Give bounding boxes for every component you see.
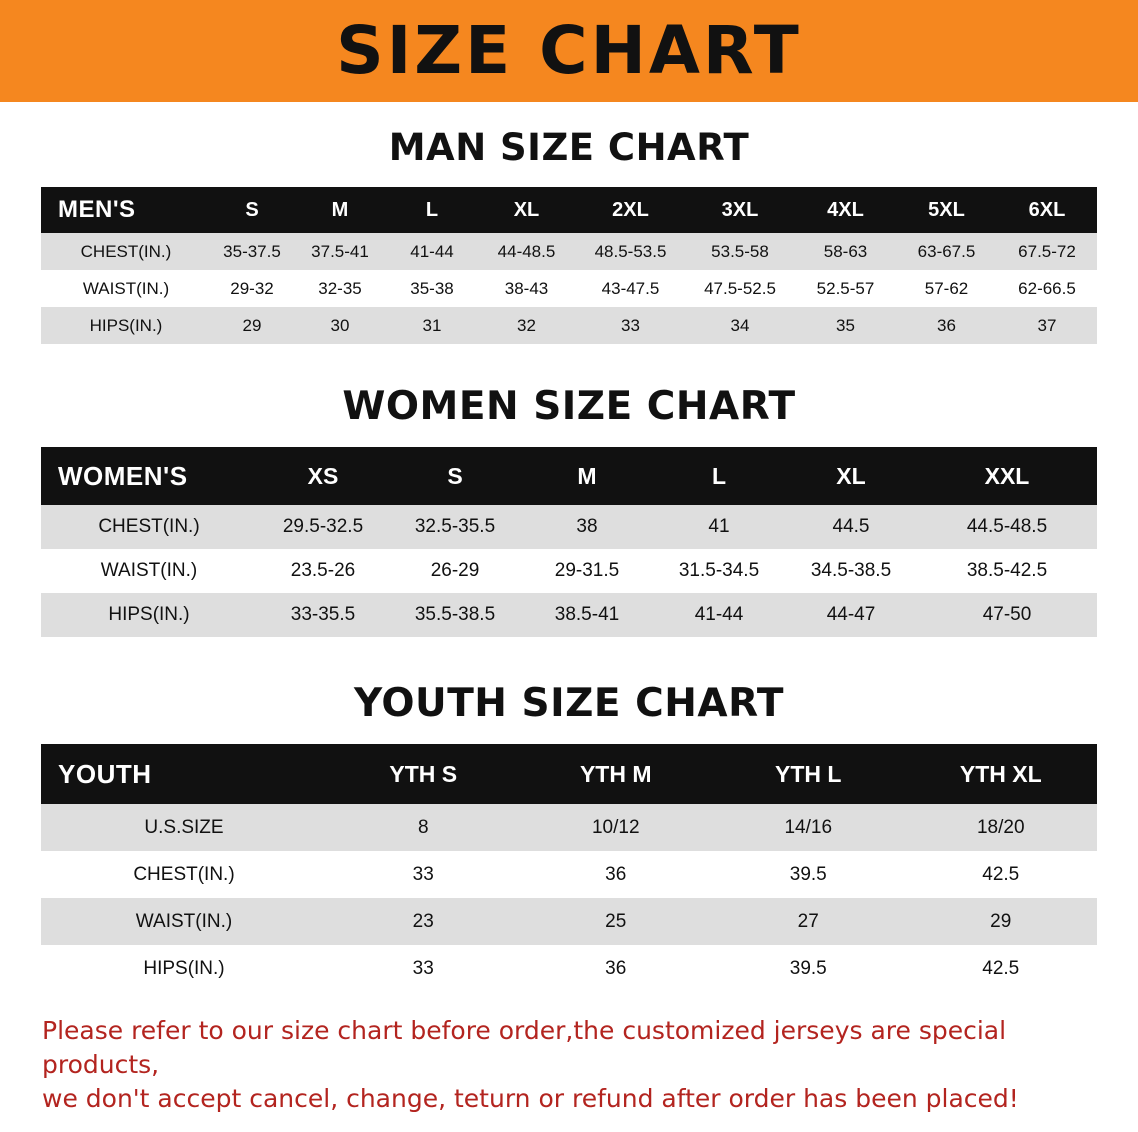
men-hips-m: 30: [293, 307, 387, 344]
men-hips-s: 29: [211, 307, 293, 344]
men-header-6xl: 6XL: [997, 187, 1097, 233]
men-row-label-chest: CHEST(IN.): [41, 233, 211, 270]
men-row-label-hips: HIPS(IN.): [41, 307, 211, 344]
youth-ussize-s: 8: [327, 804, 520, 851]
table-row: [41, 549, 1097, 593]
men-hips-3xl: 34: [685, 307, 795, 344]
men-header-5xl: 5XL: [896, 187, 997, 233]
men-chest-3xl: 53.5-58: [685, 233, 795, 270]
youth-hips-m: 36: [520, 945, 713, 992]
women-header-xs: XS: [257, 447, 389, 505]
table-row: [41, 233, 1097, 270]
women-row-label-waist: WAIST(IN.): [41, 549, 257, 593]
men-waist-s: 29-32: [211, 270, 293, 307]
women-chest-m: 38: [521, 505, 653, 549]
disclaimer-line-1: Please refer to our size chart before order,the customized jerseys are special products,: [42, 1016, 1007, 1079]
men-header-s: S: [211, 187, 293, 233]
table-row: [41, 804, 1097, 851]
youth-hips-xl: 42.5: [905, 945, 1098, 992]
women-hips-xs: 33-35.5: [257, 593, 389, 637]
women-header-xl: XL: [785, 447, 917, 505]
men-header-4xl: 4XL: [795, 187, 896, 233]
women-hips-xl: 44-47: [785, 593, 917, 637]
youth-hips-s: 33: [327, 945, 520, 992]
youth-table-wrap: [41, 744, 1097, 992]
youth-waist-l: 27: [712, 898, 905, 945]
women-row-label-hips: HIPS(IN.): [41, 593, 257, 637]
women-hips-xxl: 47-50: [917, 593, 1097, 637]
women-waist-xl: 34.5-38.5: [785, 549, 917, 593]
table-header-row: [41, 744, 1097, 804]
women-chest-xl: 44.5: [785, 505, 917, 549]
men-header-l: L: [387, 187, 477, 233]
youth-ussize-l: 14/16: [712, 804, 905, 851]
men-header-m: M: [293, 187, 387, 233]
table-header-row: [41, 187, 1097, 233]
women-section-title: WOMEN SIZE CHART: [342, 384, 796, 429]
men-hips-6xl: 37: [997, 307, 1097, 344]
table-row: [41, 898, 1097, 945]
women-chest-l: 41: [653, 505, 785, 549]
men-hips-5xl: 36: [896, 307, 997, 344]
men-waist-5xl: 57-62: [896, 270, 997, 307]
youth-row-label-chest: CHEST(IN.): [41, 851, 327, 898]
women-table-wrap: [41, 447, 1097, 637]
men-waist-3xl: 47.5-52.5: [685, 270, 795, 307]
youth-chest-s: 33: [327, 851, 520, 898]
youth-waist-s: 23: [327, 898, 520, 945]
men-chest-5xl: 63-67.5: [896, 233, 997, 270]
men-header-2xl: 2XL: [576, 187, 685, 233]
youth-row-label-hips: HIPS(IN.): [41, 945, 327, 992]
women-waist-l: 31.5-34.5: [653, 549, 785, 593]
women-waist-s: 26-29: [389, 549, 521, 593]
men-waist-m: 32-35: [293, 270, 387, 307]
youth-header-yth-s: YTH S: [327, 744, 520, 804]
men-chest-l: 41-44: [387, 233, 477, 270]
table-row: [41, 851, 1097, 898]
youth-header-yth-m: YTH M: [520, 744, 713, 804]
women-waist-m: 29-31.5: [521, 549, 653, 593]
women-hips-m: 38.5-41: [521, 593, 653, 637]
women-waist-xxl: 38.5-42.5: [917, 549, 1097, 593]
women-hips-s: 35.5-38.5: [389, 593, 521, 637]
men-chest-6xl: 67.5-72: [997, 233, 1097, 270]
women-chest-xxl: 44.5-48.5: [917, 505, 1097, 549]
women-waist-xs: 23.5-26: [257, 549, 389, 593]
women-header-l: L: [653, 447, 785, 505]
disclaimer-line-2: we don't accept cancel, change, teturn or refund after order has been placed!: [42, 1083, 1019, 1113]
table-row: [41, 505, 1097, 549]
table-header-row: [41, 447, 1097, 505]
youth-chest-m: 36: [520, 851, 713, 898]
men-size-table: [41, 187, 1097, 344]
table-row: [41, 270, 1097, 307]
men-chest-s: 35-37.5: [211, 233, 293, 270]
youth-row-label-waist: WAIST(IN.): [41, 898, 327, 945]
men-waist-6xl: 62-66.5: [997, 270, 1097, 307]
women-chest-xs: 29.5-32.5: [257, 505, 389, 549]
youth-ussize-xl: 18/20: [905, 804, 1098, 851]
women-header-xxl: XXL: [917, 447, 1097, 505]
men-row-label-waist: WAIST(IN.): [41, 270, 211, 307]
men-header-label: MEN'S: [41, 187, 211, 233]
men-hips-l: 31: [387, 307, 477, 344]
youth-row-label-us-size: U.S.SIZE: [41, 804, 327, 851]
men-waist-4xl: 52.5-57: [795, 270, 896, 307]
men-chest-4xl: 58-63: [795, 233, 896, 270]
disclaimer-note: [42, 1014, 1096, 1115]
youth-size-table: [41, 744, 1097, 992]
banner: [0, 0, 1138, 102]
youth-ussize-m: 10/12: [520, 804, 713, 851]
page-title: SIZE CHART: [336, 12, 802, 89]
men-chest-m: 37.5-41: [293, 233, 387, 270]
men-chest-xl: 44-48.5: [477, 233, 576, 270]
youth-chest-l: 39.5: [712, 851, 905, 898]
women-header-label: WOMEN'S: [41, 447, 257, 505]
youth-chest-xl: 42.5: [905, 851, 1098, 898]
table-row: [41, 307, 1097, 344]
man-section-title: MAN SIZE CHART: [388, 126, 750, 169]
men-header-3xl: 3XL: [685, 187, 795, 233]
men-hips-4xl: 35: [795, 307, 896, 344]
table-row: [41, 593, 1097, 637]
youth-waist-xl: 29: [905, 898, 1098, 945]
women-header-s: S: [389, 447, 521, 505]
women-chest-s: 32.5-35.5: [389, 505, 521, 549]
men-chest-2xl: 48.5-53.5: [576, 233, 685, 270]
youth-waist-m: 25: [520, 898, 713, 945]
youth-hips-l: 39.5: [712, 945, 905, 992]
youth-section-title: YOUTH SIZE CHART: [354, 681, 784, 726]
men-waist-2xl: 43-47.5: [576, 270, 685, 307]
youth-header-label: YOUTH: [41, 744, 327, 804]
table-row: [41, 945, 1097, 992]
women-hips-l: 41-44: [653, 593, 785, 637]
man-table-wrap: [41, 187, 1097, 344]
youth-header-yth-l: YTH L: [712, 744, 905, 804]
women-size-table: [41, 447, 1097, 637]
men-hips-2xl: 33: [576, 307, 685, 344]
men-header-xl: XL: [477, 187, 576, 233]
youth-header-yth-xl: YTH XL: [905, 744, 1098, 804]
men-waist-l: 35-38: [387, 270, 477, 307]
women-row-label-chest: CHEST(IN.): [41, 505, 257, 549]
women-header-m: M: [521, 447, 653, 505]
men-hips-xl: 32: [477, 307, 576, 344]
men-waist-xl: 38-43: [477, 270, 576, 307]
